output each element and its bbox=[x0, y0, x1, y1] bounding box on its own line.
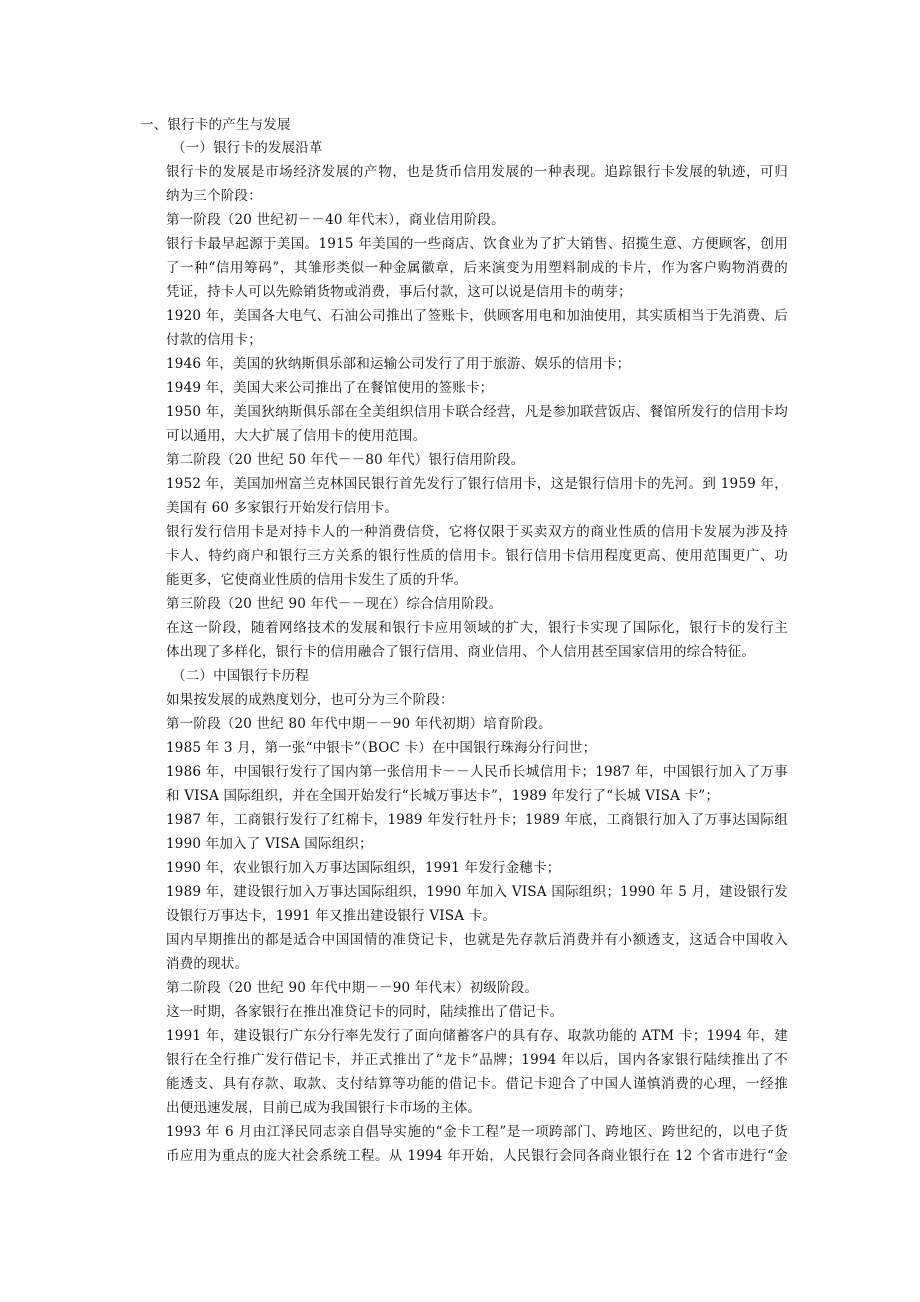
paragraph-line: 1989 年，建设银行加入万事达国际组织，1990 年加入 VISA 国际组织；1990 年 5 月，建设银行发 bbox=[166, 884, 788, 900]
paragraph-line: 1949 年，美国大来公司推出了在餐馆使用的签账卡； bbox=[166, 380, 494, 396]
paragraph-line: 付款的信用卡； bbox=[166, 332, 262, 348]
paragraph-line: 1990 年加入了 VISA 国际组织； bbox=[166, 836, 373, 852]
paragraph-line: 消费的现状。 bbox=[166, 956, 249, 972]
paragraph-line: 1985 年 3 月，第一张“中银卡”（BOC 卡）在中国银行珠海分行问世； bbox=[166, 740, 597, 756]
paragraph-line: 能更多，它使商业性质的信用卡发生了质的升华。 bbox=[166, 572, 468, 588]
paragraph-line: 了一种“信用筹码”，其雏形类似一种金属徽章，后来演变为用塑料制成的卡片，作为客户购物消费的 bbox=[166, 260, 788, 276]
stage-heading: 第一阶段（20 世纪 80 年代中期－－90 年代初期）培育阶段。 bbox=[166, 716, 552, 732]
paragraph-line: 1987 年，工商银行发行了红棉卡，1989 年发行牡丹卡；1989 年底，工商银行加入了万事达国际组 bbox=[166, 812, 788, 828]
paragraph-line: 能透支、具有存款、取款、支付结算等功能的借记卡。借记卡迎合了中国人谨慎消费的心理，一经推 bbox=[166, 1076, 788, 1092]
paragraph-line: 凭证，持卡人可以先赊销货物或消费，事后付款，这可以说是信用卡的萌芽； bbox=[166, 284, 632, 300]
paragraph-line: 1990 年，农业银行加入万事达国际组织，1991 年发行金穗卡； bbox=[166, 860, 561, 876]
paragraph-line: 设银行万事达卡，1991 年又推出建设银行 VISA 卡。 bbox=[166, 908, 497, 924]
stage-heading: 第二阶段（20 世纪 90 年代中期－－90 年代末）初级阶段。 bbox=[166, 980, 539, 996]
paragraph-line: 1952 年，美国加州富兰克林国民银行首先发行了银行信用卡，这是银行信用卡的先河。到 1959 年， bbox=[166, 476, 788, 492]
paragraph-line: 1946 年，美国的狄纳斯俱乐部和运输公司发行了用于旅游、娱乐的信用卡； bbox=[166, 356, 631, 372]
paragraph-line: 可以通用，大大扩展了信用卡的使用范围。 bbox=[166, 428, 427, 444]
paragraph-line: 币应用为重点的庞大社会系统工程。从 1994 年开始，人民银行会同各商业银行在 12 个省市进行“金 bbox=[166, 1148, 788, 1164]
paragraph-line: 1920 年，美国各大电气、石油公司推出了签账卡，供顾客用电和加油使用，其实质相当于先消费、后 bbox=[166, 308, 788, 324]
section-heading: 一、银行卡的产生与发展 bbox=[140, 117, 291, 133]
paragraph-line: 银行在全行推广发行借记卡，并正式推出了“龙卡”品牌；1994 年以后，国内各家银行陆续推出了不 bbox=[166, 1052, 788, 1068]
paragraph-line: 国内早期推出的都是适合中国国情的准贷记卡，也就是先存款后消费并有小额透支，这适合中国收入 bbox=[166, 932, 788, 948]
paragraph-line: 1991 年，建设银行广东分行率先发行了面向储蓄客户的具有存、取款功能的 ATM 卡；1994 年，建 bbox=[166, 1028, 788, 1044]
stage-heading: 第三阶段（20 世纪 90 年代－－现在）综合信用阶段。 bbox=[166, 596, 503, 612]
paragraph-line: 1950 年，美国狄纳斯俱乐部在全美组织信用卡联合经营，凡是参加联营饭店、餐馆所发行的信用卡均 bbox=[166, 404, 788, 420]
paragraph-line: 美国有 60 多家银行开始发行信用卡。 bbox=[166, 500, 399, 516]
paragraph-line: 体出现了多样化，银行卡的信用融合了银行信用、商业信用、个人信用甚至国家信用的综合特征。 bbox=[166, 644, 756, 660]
stage-heading: 第二阶段（20 世纪 50 年代－－80 年代）银行信用阶段。 bbox=[166, 452, 525, 468]
stage-heading: 第一阶段（20 世纪初－－40 年代末），商业信用阶段。 bbox=[166, 212, 505, 228]
paragraph-line: 出便迅速发展，目前已成为我国银行卡市场的主体。 bbox=[166, 1100, 482, 1116]
paragraph-line: 在这一阶段，随着网络技术的发展和银行卡应用领域的扩大，银行卡实现了国际化，银行卡的发行主 bbox=[166, 620, 788, 636]
paragraph-line: 纳为三个阶段： bbox=[166, 188, 262, 204]
paragraph-line: 银行卡最早起源于美国。1915 年美国的一些商店、饮食业为了扩大销售、招揽生意、方便顾客，创用 bbox=[166, 236, 788, 252]
subsection-heading: （一）银行卡的发展沿革 bbox=[172, 140, 323, 156]
subsection-heading: （二）中国银行卡历程 bbox=[172, 668, 309, 684]
paragraph-line: 1986 年，中国银行发行了国内第一张信用卡－－人民币长城信用卡；1987 年，中国银行加入了万事 bbox=[166, 764, 788, 780]
paragraph-line: 银行卡的发展是市场经济发展的产物，也是货币信用发展的一种表现。追踪银行卡发展的轨迹，可归 bbox=[166, 164, 788, 180]
paragraph-line: 1993 年 6 月由江泽民同志亲自倡导实施的“金卡工程”是一项跨部门、跨地区、跨世纪的，以电子货 bbox=[166, 1124, 788, 1140]
paragraph-line: 和 VISA 国际组织，并在全国开始发行“长城万事达卡”，1989 年发行了“长城 VISA 卡”； bbox=[166, 788, 720, 804]
paragraph-line: 如果按发展的成熟度划分，也可分为三个阶段： bbox=[166, 692, 454, 708]
paragraph-line: 银行发行信用卡是对持卡人的一种消费信贷，它将仅限于买卖双方的商业性质的信用卡发展为涉及持 bbox=[166, 524, 788, 540]
paragraph-line: 这一时期，各家银行在推出准贷记卡的同时，陆续推出了借记卡。 bbox=[166, 1004, 564, 1020]
paragraph-line: 卡人、特约商户和银行三方关系的银行性质的信用卡。银行信用卡信用程度更高、使用范围更广、功 bbox=[166, 548, 788, 564]
